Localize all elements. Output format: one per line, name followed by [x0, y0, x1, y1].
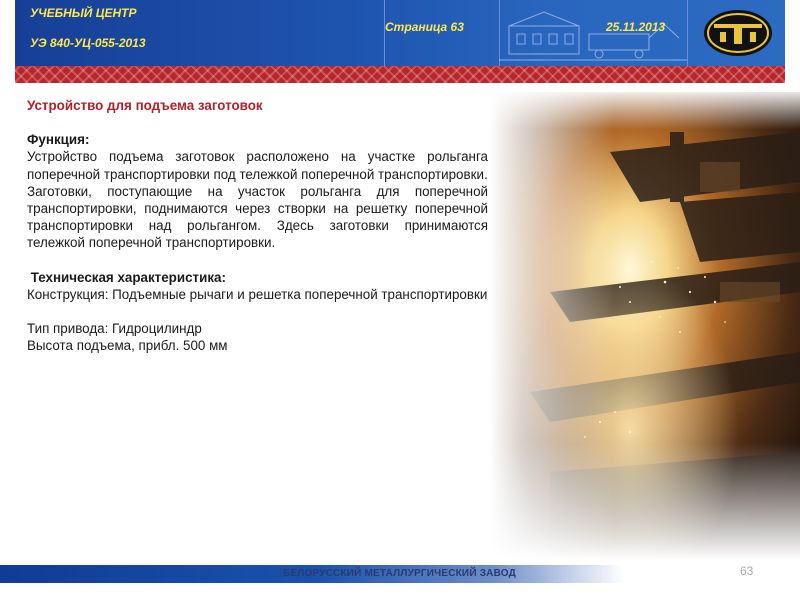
main-content	[27, 97, 488, 354]
railway-depot-drawing	[499, 4, 687, 64]
specs-drive-type: Тип привода: Гидроцилиндр	[27, 321, 202, 337]
function-paragraph-1: Устройство подъема заготовок расположено на участке рольганга поперечной транспортировки под тележкой поперечной транспортировки.	[27, 149, 488, 182]
header-document-code: УЭ 840-УЦ-055-2013	[30, 36, 146, 50]
steel-mill-photo	[490, 92, 800, 560]
header-date: 25.11.2013	[606, 20, 666, 34]
footer-company-name: БЕЛОРУССКИЙ МЕТАЛЛУРГИЧЕСКИЙ ЗАВОД	[283, 568, 516, 579]
header-page-label: Страница 63	[385, 20, 464, 34]
company-logo-icon	[702, 8, 774, 58]
section-heading: Устройство для подъема заготовок	[27, 98, 263, 113]
page-number: 63	[740, 564, 754, 578]
specs-label: Техническая характеристика:	[27, 269, 226, 285]
spacer	[27, 303, 488, 320]
header-bar	[15, 0, 785, 66]
ornament-strip	[15, 66, 785, 83]
function-paragraph-2: Заготовки, поступающие на участок рольганга для поперечной транспортировки, поднимаются через створки на решетку поперечной транспортировки над рольгангом. Здесь заготовки принимаются тележкой поперечной транспортировки.	[27, 183, 488, 251]
specs-lift-height: Высота подъема, прибл. 500 мм	[27, 338, 228, 354]
header-title: УЧЕБНЫЙ ЦЕНТР	[30, 6, 137, 20]
specs-construction: Конструкция: Подъемные рычаги и решетка поперечной транспортировки	[27, 286, 488, 302]
steel-mill-photo-graphic	[490, 92, 800, 560]
function-label: Функция:	[27, 132, 90, 148]
spacer	[27, 252, 488, 269]
